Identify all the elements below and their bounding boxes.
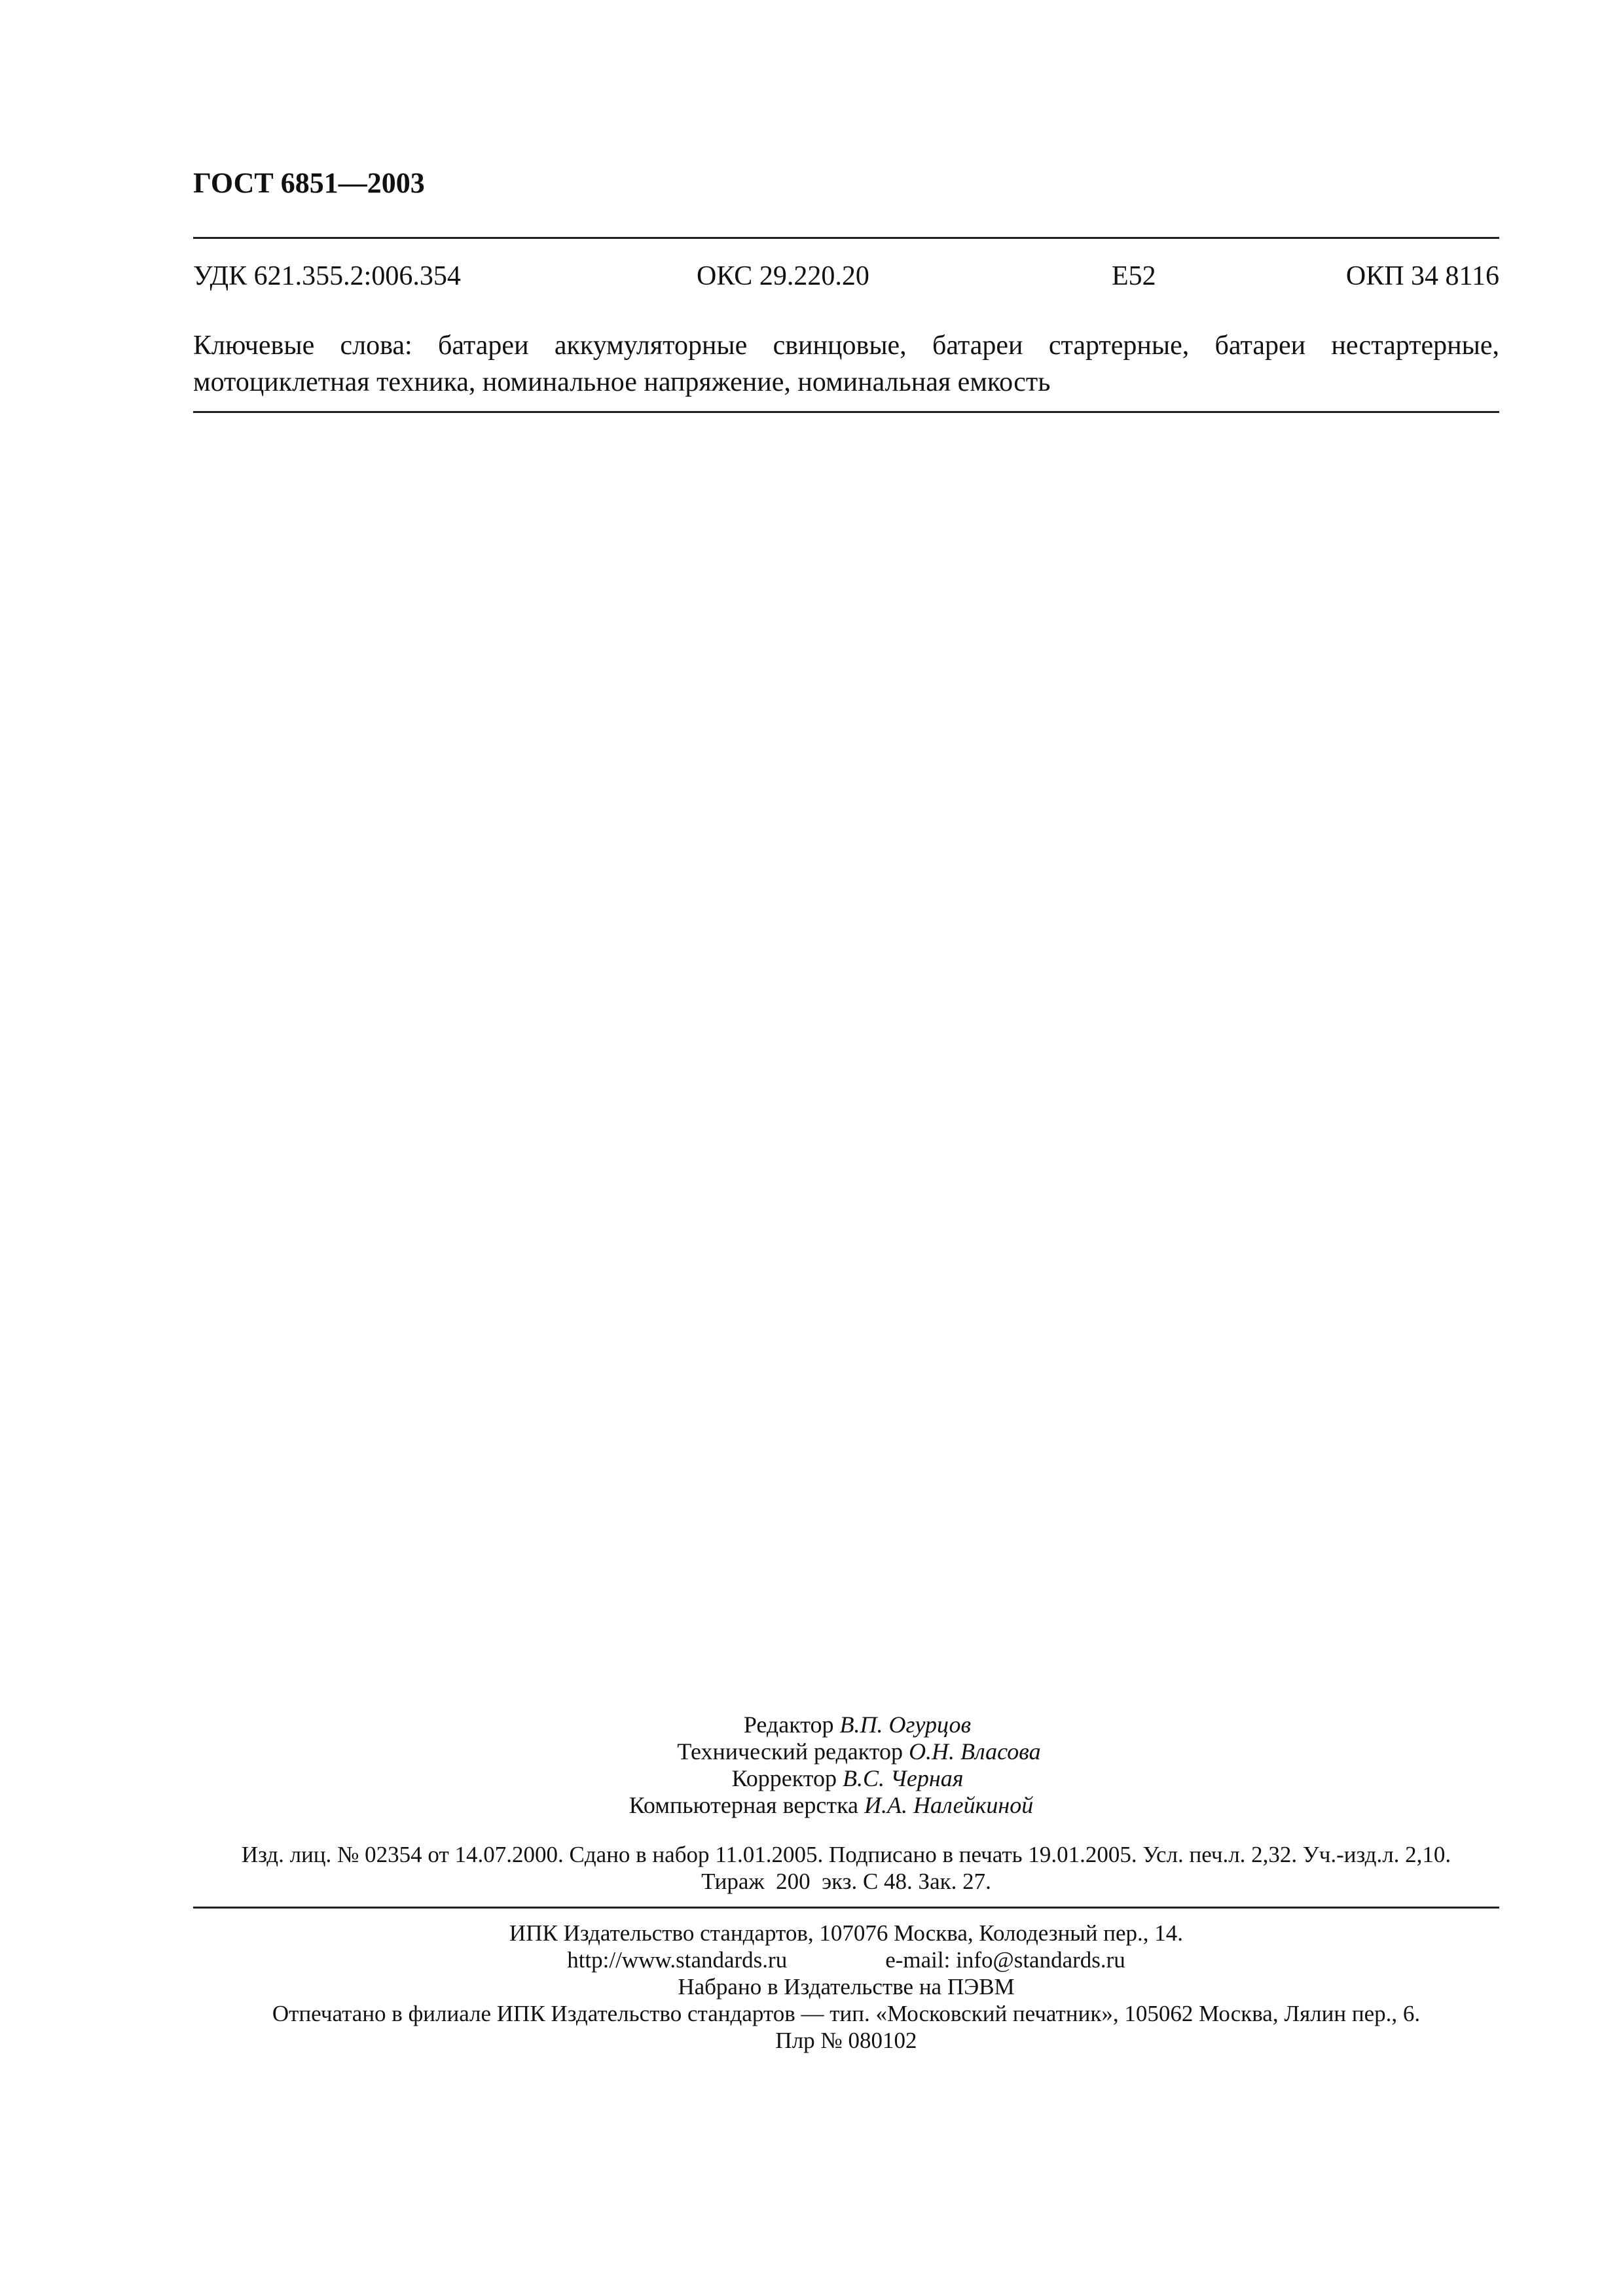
keywords-block [193,327,1499,401]
udk-code: УДК 621.355.2:006.354 [193,261,461,291]
document-title: ГОСТ 6851—2003 [193,167,425,199]
credit-tech-editor [0,1738,1623,1765]
credit-role: Компьютерная верстка [629,1792,859,1818]
email-text: e-mail: info@standards.ru [885,1947,1125,1973]
imprint-block [193,1920,1499,2054]
credit-editor [0,1712,1623,1738]
credit-name: О.Н. Власова [909,1738,1041,1765]
website-text: http://www.standards.ru [567,1947,788,1973]
publication-line-2: Тираж 200 экз. С 48. Зак. 27. [701,1869,991,1894]
keywords-line-1: Ключевые слова: батареи аккумуляторные свинцовые, батареи стартерные, батареи нестартерные, [193,331,1499,361]
credit-role: Корректор [731,1765,837,1791]
top-divider [193,237,1499,239]
oks-code: ОКС 29.220.20 [697,261,869,291]
classification-codes [193,260,1499,300]
credit-role: Редактор [743,1712,834,1738]
printed-note: Отпечатано в филиале ИПК Издательство стандартов — тип. «Московский печатник», 105062 Москва, Лялин пер., 6. [272,2001,1421,2026]
keywords-line-2: мотоциклетная техника, номинальное напряжение, номинальная емкость [193,367,1051,397]
typeset-note: Набрано в Издательстве на ПЭВМ [678,1974,1015,2000]
plr-number: Плр № 080102 [775,2028,917,2053]
credit-layout [0,1792,1623,1819]
credit-name: И.А. Налейкиной [864,1792,1034,1818]
publication-line-1: Изд. лиц. № 02354 от 14.07.2000. Сдано в набор 11.01.2005. Подписано в печать 19.01.2005. Усл. печ.л. 2,32. Уч.-изд.л. 2,10. [241,1842,1451,1867]
imprint-divider [193,1907,1499,1909]
credits-block [0,1712,1623,1819]
credit-name: В.С. Черная [843,1765,964,1791]
publication-info [193,1841,1499,1895]
contact-row [193,1946,1499,1973]
credit-name: В.П. Огурцов [839,1712,972,1738]
credit-role: Технический редактор [677,1738,903,1765]
okp-code: ОКП 34 8116 [1345,261,1499,291]
publisher-address: ИПК Издательство стандартов, 107076 Москва, Колодезный пер., 14. [509,1920,1184,1946]
keywords-divider [193,411,1499,413]
credit-proofreader [0,1765,1623,1792]
group-code: Е52 [1112,261,1156,291]
